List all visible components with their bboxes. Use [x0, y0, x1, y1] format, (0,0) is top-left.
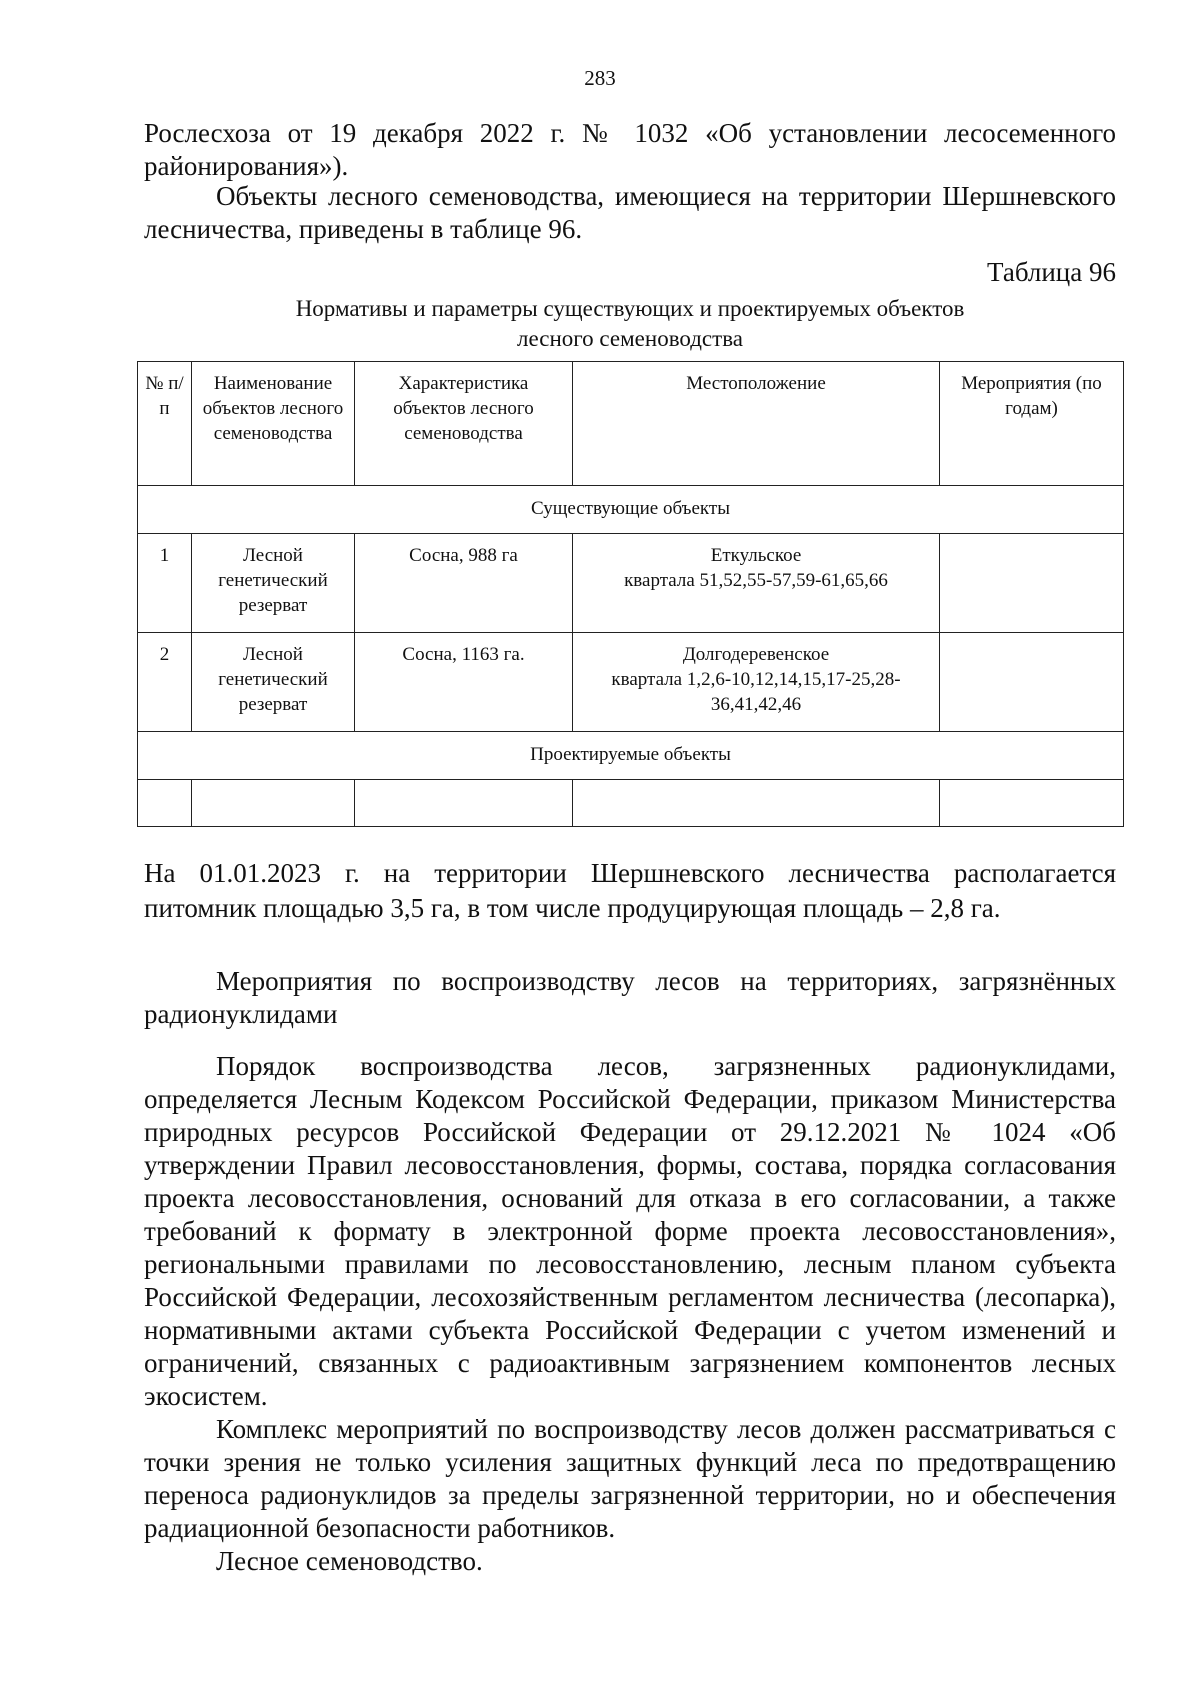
header-num: № п/п — [138, 362, 192, 486]
header-characteristics: Характеристика объектов лесного семеноводства — [355, 362, 573, 486]
cell-characteristics: Сосна, 988 га — [355, 534, 573, 633]
cell-characteristics: Сосна, 1163 га. — [355, 633, 573, 732]
table-row — [138, 534, 1124, 633]
header-measures: Мероприятия (по годам) — [940, 362, 1124, 486]
paragraph-continuation-line: Рослесхоза от 19 декабря 2022 г. № 1032 «Об установлении лесосеменного — [144, 118, 1116, 148]
header-location: Местоположение — [573, 362, 940, 486]
cell-empty — [192, 780, 355, 827]
cell-measures — [940, 534, 1124, 633]
location-quarters: квартала 1,2,6-10,12,14,15,17-25,28-36,41,42,46 — [611, 669, 901, 715]
cell-name: Лесной генетический резерват — [192, 534, 355, 633]
section-row-planned — [138, 732, 1124, 780]
paragraph-objects-end: лесничества, приведены в таблице 96. — [144, 214, 583, 244]
cell-num: 2 — [138, 633, 192, 732]
cell-empty — [355, 780, 573, 827]
table-caption-line: лесного семеноводства — [517, 326, 743, 351]
cell-num: 1 — [138, 534, 192, 633]
section-heading-end: радионуклидами — [144, 999, 338, 1029]
nursery-line-end: питомник площадью 3,5 га, в том числе продуцирующая площадь – 2,8 га. — [144, 893, 1001, 923]
cell-name: Лесной генетический резерват — [192, 633, 355, 732]
table-label: Таблица 96 — [987, 257, 1116, 287]
paragraph-continuation-end: районирования»). — [144, 151, 349, 181]
location-name: Еткульское — [710, 545, 802, 566]
table-row — [138, 633, 1124, 732]
section-row-existing — [138, 486, 1124, 534]
table-header-row — [138, 362, 1124, 486]
cell-empty — [573, 780, 940, 827]
table-caption-line: Нормативы и параметры существующих и проектируемых объектов — [295, 296, 965, 321]
cell-location — [573, 633, 940, 732]
table-row-empty — [138, 780, 1124, 827]
cell-empty — [138, 780, 192, 827]
location-quarters: квартала 51,52,55-57,59-61,65,66 — [624, 570, 888, 591]
paragraph-objects-line: Объекты лесного семеноводства, имеющиеся на территории Шершневского — [216, 181, 1116, 211]
nursery-line: На 01.01.2023 г. на территории Шершневского лесничества располагается — [144, 858, 1116, 888]
cell-location — [573, 534, 940, 633]
section-existing-label: Существующие объекты — [138, 486, 1124, 534]
paragraph-order: Порядок воспроизводства лесов, загрязненных радионуклидами, определяется Лесным Кодексом Российской Федерации, приказом Министерства природных ресурсов Российской Федерации от 29.12.2021 № 1024 «Об утверждении Правил лесовосстановления, формы, состава, порядка согласования проекта лесовосстановления, оснований для отказа в его согласовании, а также требований к формату в электронной форме проекта лесовосстановления», региональными правилами по лесовосстановлению, лесным планом субъекта Российской Федерации, лесохозяйственным регламентом лесничества (лесопарка), нормативными актами субъекта Российской Федерации с учетом изменений и ограничений, связанных с радиоактивным загрязнением компонентов лесных экосистем. — [144, 1051, 1116, 1411]
cell-empty — [940, 780, 1124, 827]
table-caption — [144, 294, 1116, 354]
paragraph-complex: Комплекс мероприятий по воспроизводству лесов должен рассматриваться с точки зрения не только усиления защитных функций леса по предотвращению переноса радионуклидов за пределы загрязненной территории, но и обеспечения радиационной безопасности работников. — [144, 1414, 1116, 1543]
paragraph-seed: Лесное семеноводство. — [216, 1546, 483, 1576]
section-planned-label: Проектируемые объекты — [138, 732, 1124, 780]
location-name: Долгодеревенское — [682, 644, 830, 665]
page-number: 283 — [584, 66, 616, 90]
header-name: Наименование объектов лесного семеноводства — [192, 362, 355, 486]
section-heading-line: Мероприятия по воспроизводству лесов на территориях, загрязнённых — [216, 966, 1116, 996]
seed-objects-table — [137, 361, 1124, 827]
cell-measures — [940, 633, 1124, 732]
